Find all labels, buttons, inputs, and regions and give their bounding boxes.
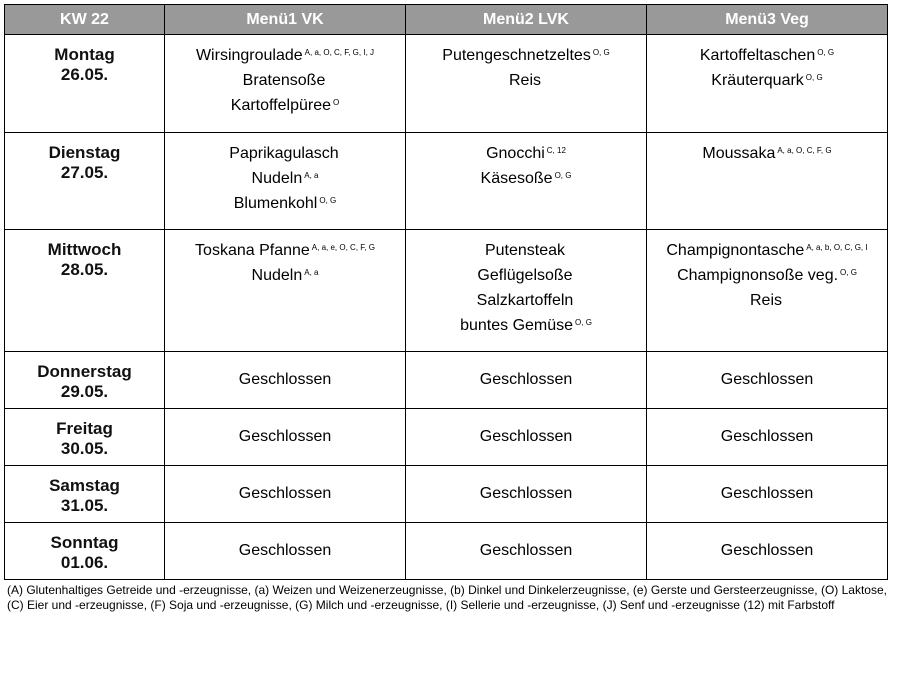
menu1-cell — [165, 133, 406, 230]
menu3-closed: Geschlossen — [647, 352, 888, 409]
dish-line — [653, 263, 881, 288]
allergen-codes: O, G — [840, 268, 857, 277]
menu3-closed: Geschlossen — [647, 466, 888, 523]
dish-name: Champignonsoße veg. — [677, 267, 839, 284]
menu2-cell — [406, 133, 647, 230]
allergen-codes: O, G — [592, 48, 610, 57]
allergen-codes: A, a — [304, 171, 319, 180]
dish-line — [171, 166, 399, 191]
menu2-closed: Geschlossen — [406, 466, 647, 523]
menu2-closed: Geschlossen — [406, 352, 647, 409]
dish-line — [171, 141, 399, 166]
day-row-mittwoch — [5, 230, 888, 352]
dish-line — [653, 288, 881, 313]
day-name: Freitag — [56, 419, 113, 438]
day-name: Dienstag — [48, 143, 121, 162]
dish-name: Nudeln — [251, 170, 303, 187]
dish-line — [412, 288, 640, 313]
day-cell — [5, 409, 165, 466]
day-date: 27.05. — [60, 163, 109, 182]
dish-name: Kartoffelpüree — [230, 97, 331, 114]
allergen-codes: A, a — [304, 268, 319, 277]
dish-line — [653, 141, 881, 166]
day-name: Samstag — [49, 476, 120, 495]
menu3-closed: Geschlossen — [647, 409, 888, 466]
day-date: 31.05. — [60, 496, 109, 515]
dish-line — [171, 238, 399, 263]
allergen-codes: O, G — [575, 318, 592, 327]
dish-name: Blumenkohl — [233, 195, 318, 212]
dish-line — [171, 191, 399, 216]
day-cell — [5, 466, 165, 523]
day-name: Montag — [54, 45, 115, 64]
dish-line — [171, 68, 399, 93]
menu1-closed: Geschlossen — [165, 523, 406, 580]
day-row-dienstag — [5, 133, 888, 230]
dish-name: buntes Gemüse — [460, 317, 574, 334]
day-cell — [5, 230, 165, 352]
dish-name: Salzkartoffeln — [476, 292, 574, 309]
day-cell — [5, 352, 165, 409]
menu2-cell — [406, 35, 647, 133]
menu3-cell — [647, 133, 888, 230]
dish-line — [171, 43, 399, 68]
dish-name: Putensteak — [484, 242, 566, 259]
dish-name: Moussaka — [702, 145, 776, 162]
day-row-montag — [5, 35, 888, 133]
menu-table — [4, 4, 888, 580]
dish-line — [412, 141, 640, 166]
dish-line — [653, 43, 881, 68]
dish-name: Kartoffeltaschen — [699, 47, 816, 64]
dish-line — [412, 166, 640, 191]
dish-name: Kräuterquark — [711, 72, 804, 89]
allergen-codes: A, a, b, O, C, G, I — [806, 243, 868, 252]
menu1-cell — [165, 35, 406, 133]
day-date: 26.05. — [60, 65, 109, 84]
dish-name: Nudeln — [251, 267, 303, 284]
dish-line — [171, 263, 399, 288]
dish-line — [412, 263, 640, 288]
dish-name: Toskana Pfanne — [195, 242, 310, 259]
menu2-cell — [406, 230, 647, 352]
day-name: Mittwoch — [47, 240, 122, 259]
allergen-codes: O, G — [817, 48, 835, 57]
allergen-codes: O, G — [319, 196, 337, 205]
dish-name: Paprikagulasch — [229, 145, 339, 162]
allergen-legend: (A) Glutenhaltiges Getreide und -erzeugnisse, (a) Weizen und Weizenerzeugnisse, (b) Dinkel und Dinkelerzeugnisse, (e) Gerste und Gersteerzeugnisse, (O) Laktose, (C) Eier und -erzeugnisse, (F) Soja und -erzeugnisse, (G) Milch und -erzeugnisse, (I) Sellerie und -erzeugnisse, (J) Senf und -erzeugnisse (12) mit Farbstoff — [7, 583, 887, 612]
menu1-header: Menü1 VK — [165, 5, 406, 35]
allergen-codes: O, G — [805, 73, 823, 82]
allergen-codes: A, a, O, C, F, G, I, J — [304, 48, 375, 57]
menu2-closed: Geschlossen — [406, 409, 647, 466]
dish-name: Reis — [749, 292, 782, 309]
dish-name: Gnocchi — [486, 145, 545, 162]
menu3-cell — [647, 230, 888, 352]
day-date: 30.05. — [60, 439, 109, 458]
dish-line — [412, 68, 640, 93]
allergen-codes: O — [332, 98, 340, 107]
day-cell — [5, 35, 165, 133]
dish-name: Reis — [508, 72, 541, 89]
menu3-cell — [647, 35, 888, 133]
menu3-closed: Geschlossen — [647, 523, 888, 580]
day-cell — [5, 523, 165, 580]
dish-line — [653, 68, 881, 93]
day-name: Sonntag — [50, 533, 119, 552]
day-date: 01.06. — [60, 553, 109, 572]
day-cell — [5, 133, 165, 230]
allergen-codes: C, 12 — [546, 146, 566, 155]
day-row-sonntag — [5, 523, 888, 580]
day-row-samstag — [5, 466, 888, 523]
dish-name: Bratensoße — [242, 72, 326, 89]
menu3-header: Menü3 Veg — [647, 5, 888, 35]
dish-name: Käsesoße — [480, 170, 553, 187]
dish-line — [412, 313, 640, 338]
day-name: Donnerstag — [37, 362, 132, 381]
week-header: KW 22 — [5, 5, 165, 35]
dish-line — [412, 238, 640, 263]
day-row-freitag — [5, 409, 888, 466]
day-date: 29.05. — [60, 382, 109, 401]
menu1-cell — [165, 230, 406, 352]
day-date: 28.05. — [60, 260, 109, 279]
menu1-closed: Geschlossen — [165, 466, 406, 523]
allergen-codes: O, G — [554, 171, 572, 180]
menu1-closed: Geschlossen — [165, 352, 406, 409]
allergen-codes: A, a, e, O, C, F, G — [311, 243, 375, 252]
dish-line — [171, 93, 399, 118]
dish-name: Putengeschnetzeltes — [442, 47, 591, 64]
dish-name: Geflügelsoße — [477, 267, 573, 284]
menu2-closed: Geschlossen — [406, 523, 647, 580]
header-row — [5, 5, 888, 35]
day-row-donnerstag — [5, 352, 888, 409]
dish-line — [653, 238, 881, 263]
dish-name: Champignontasche — [666, 242, 805, 259]
dish-name: Wirsingroulade — [195, 47, 303, 64]
allergen-codes: A, a, O, C, F, G — [777, 146, 832, 155]
menu1-closed: Geschlossen — [165, 409, 406, 466]
dish-line — [412, 43, 640, 68]
menu2-header: Menü2 LVK — [406, 5, 647, 35]
